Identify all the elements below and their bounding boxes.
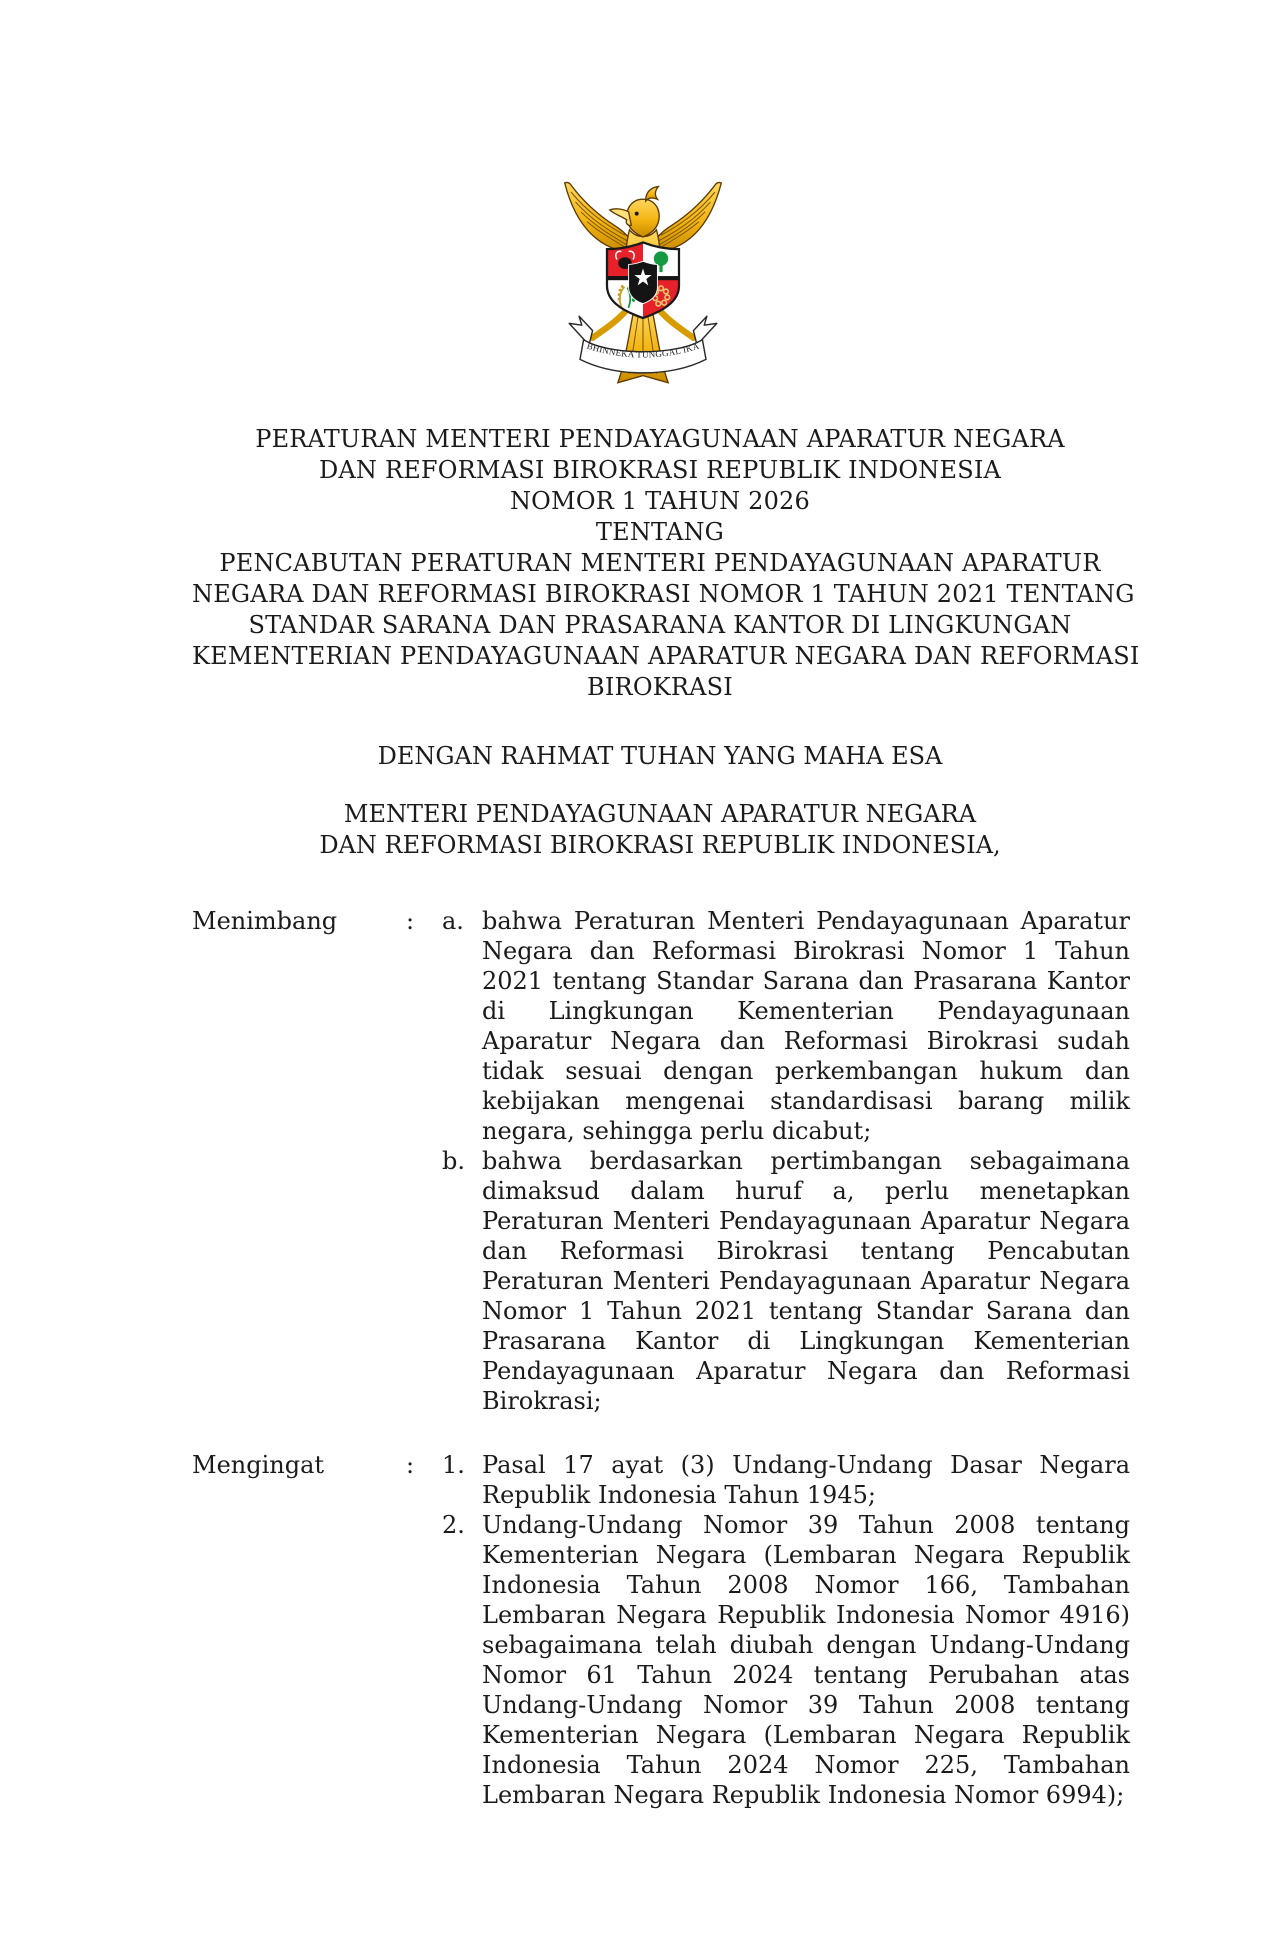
clause-text: Undang-Undang Nomor 39 Tahun 2008 tentang Kementerian Negara (Lembaran Negara Republik Indonesia Tahun 2008 Nomor 166, Tambahan Lembaran Negara Republik Indonesia Nomor 4916) sebagaimana telah diubah dengan Undang-Undang Nomor 61 Tahun 2024 tentang Perubahan atas Undang-Undang Nomor 39 Tahun 2008 tentang Kementerian Negara (Lembaran Negara Republik Indonesia Tahun 2024 Nomor 225, Tambahan Lembaran Negara Republik Indonesia Nomor 6994); [482, 1511, 1130, 1809]
right-wing [650, 182, 721, 253]
title-line: BIROKRASI [587, 673, 733, 701]
title-line: KEMENTERIAN PENDAYAGUNAAN APARATUR NEGARA DAN REFORMASI [192, 642, 1140, 670]
clause-text: Pasal 17 ayat (3) Undang-Undang Dasar Negara Republik Indonesia Tahun 1945; [482, 1451, 1130, 1509]
title-line: STANDAR SARANA DAN PRASARANA KANTOR DI LINGKUNGAN [248, 611, 1072, 639]
list-marker: b. [442, 1147, 465, 1175]
center-shield [629, 261, 658, 303]
title-line: NEGARA DAN REFORMASI BIROKRASI NOMOR 1 TAHUN 2021 TENTANG [192, 580, 1135, 608]
menimbang-section [192, 906, 1130, 1416]
motto-text: BHINNEKA TUNGGAL IKA [585, 340, 701, 360]
title-line: DAN REFORMASI BIROKRASI REPUBLIK INDONESIA [318, 456, 1002, 484]
title-line: NOMOR 1 TAHUN 2026 [509, 487, 810, 515]
authority-line: MENTERI PENDAYAGUNAAN APARATUR NEGARA [343, 800, 977, 828]
preamble-body [192, 906, 1130, 1810]
issuing-authority [192, 799, 1128, 861]
spacer-cell [406, 1510, 442, 1810]
title-line: TENTANG [595, 518, 725, 546]
authority-line: DAN REFORMASI BIROKRASI REPUBLIK INDONESIA, [319, 831, 1001, 859]
list-marker: a. [442, 907, 464, 935]
title-line: PENCABUTAN PERATURAN MENTERI PENDAYAGUNAAN APARATUR [219, 549, 1101, 577]
mengingat-colon: : [406, 1451, 415, 1479]
menimbang-colon: : [406, 907, 415, 935]
spacer-cell [406, 1146, 442, 1416]
mengingat-section [192, 1450, 1130, 1810]
menimbang-label: Menimbang [192, 907, 338, 935]
pancasila-shield [603, 242, 682, 318]
clause-text: bahwa Peraturan Menteri Pendayagunaan Aparatur Negara dan Reformasi Birokrasi Nomor 1 Tahun 2021 tentang Standar Sarana dan Prasarana Kantor di Lingkungan Kementerian Pendayagunaan Aparatur Negara dan Reformasi Birokrasi sudah tidak sesuai dengan perkembangan hukum dan kebijakan mengenai standardisasi barang milik negara, sehingga perlu dicabut; [482, 907, 1130, 1145]
mengingat-label: Mengingat [192, 1451, 325, 1479]
list-marker: 2. [442, 1511, 465, 1539]
list-marker: 1. [442, 1451, 465, 1479]
clause-text: bahwa berdasarkan pertimbangan sebagaimana dimaksud dalam huruf a, perlu menetapkan Peraturan Menteri Pendayagunaan Aparatur Negara dan Reformasi Birokrasi tentang Pencabutan Peraturan Menteri Pendayagunaan Aparatur Negara Nomor 1 Tahun 2021 tentang Standar Sarana dan Prasarana Kantor di Lingkungan Kementerian Pendayagunaan Aparatur Negara dan Reformasi Birokrasi; [482, 1147, 1130, 1415]
invocation-line: DENGAN RAHMAT TUHAN YANG MAHA ESA [377, 742, 943, 770]
title-line: PERATURAN MENTERI PENDAYAGUNAAN APARATUR NEGARA [255, 425, 1065, 453]
eye [635, 212, 639, 216]
garuda-pancasila-emblem [550, 174, 736, 390]
spacer-cell [192, 1510, 406, 1810]
spacer-cell [192, 1146, 406, 1416]
regulation-title [192, 424, 1140, 703]
section-gap [192, 1416, 1130, 1450]
